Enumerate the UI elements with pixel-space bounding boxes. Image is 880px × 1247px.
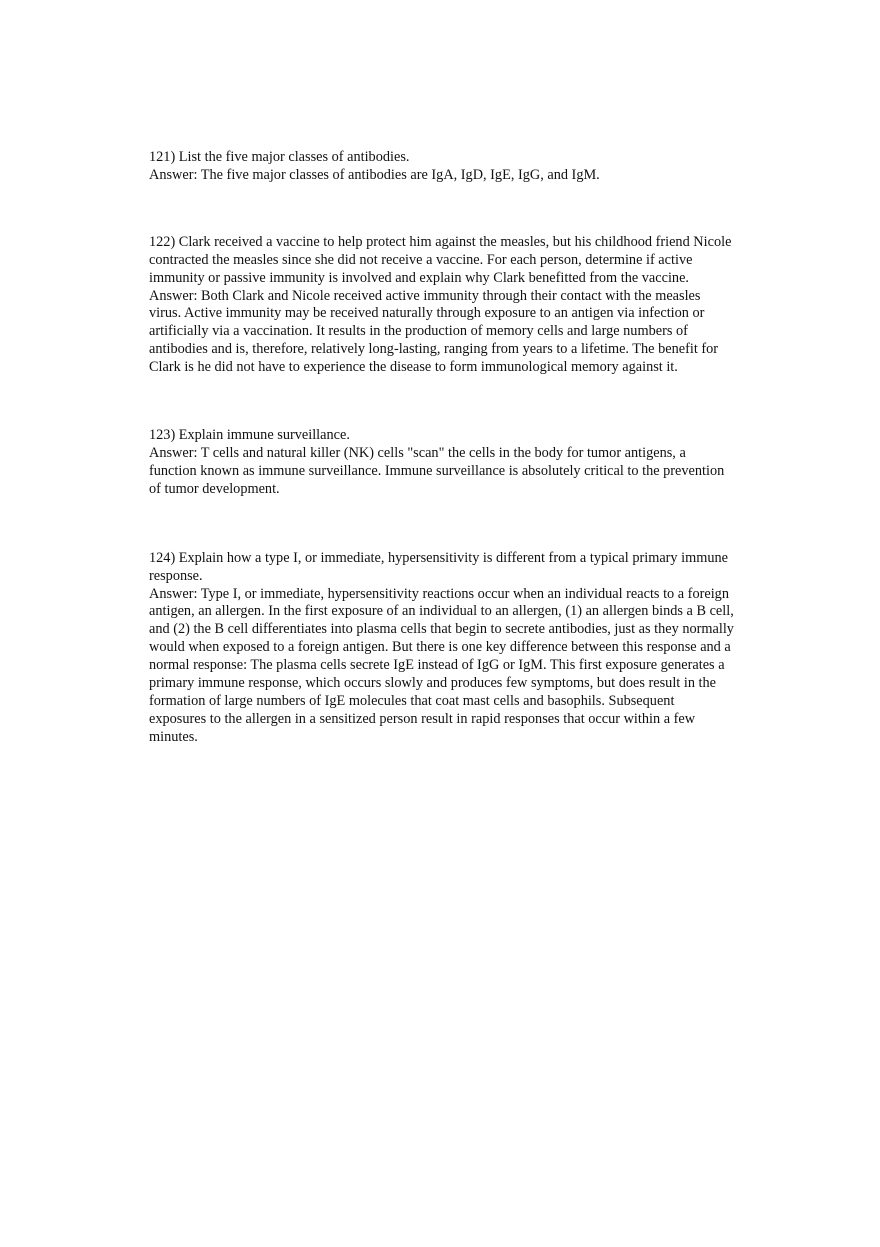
question-block-124 (149, 550, 734, 747)
answer-text: Answer: Both Clark and Nicole received active immunity through their contact with the measles virus. Active immunity may be received naturally through exposure to an antigen via infection or artificially via a vaccination. It results in the production of memory cells and large numbers of antibodies and is, therefore, relatively long-lasting, ranging from years to a lifetime. The benefit for Clark is he did not have to experience the disease to form immunological memory against it. (149, 287, 719, 376)
question-text: 124) Explain how a type I, or immediate, hypersensitivity is different from a typical primary immune response. (149, 549, 729, 584)
question-text: 123) Explain immune surveillance. (149, 427, 350, 444)
question-block-122 (149, 234, 734, 377)
question-text: 122) Clark received a vaccine to help protect him against the measles, but his childhood friend Nicole contracted the measles since she did not receive a vaccine. For each person, determine if active immunity or passive immunity is involved and explain why Clark benefitted from the vaccine. (149, 233, 732, 286)
answer-text: Answer: T cells and natural killer (NK) cells "scan" the cells in the body for tumor antigens, a function known as immune surveillance. Immune surveillance is absolutely critical to the prevention of tumor development. (149, 444, 725, 497)
answer-text: Answer: The five major classes of antibodies are IgA, IgD, IgE, IgG, and IgM. (149, 166, 600, 183)
question-text: 121) List the five major classes of antibodies. (149, 149, 410, 165)
question-block-123 (149, 427, 734, 499)
question-block-121 (149, 149, 734, 185)
answer-text: Answer: Type I, or immediate, hypersensitivity reactions occur when an individual reacts to a foreign antigen, an allergen. In the first exposure of an individual to an allergen, (1) an allergen binds a B cell, and (2) the B cell differentiates into plasma cells that begin to secrete antibodies, just as they normally would when exposed to a foreign antigen. But there is one key difference between this response and a normal response: The plasma cells secrete IgE instead of IgG or IgM. This first exposure generates a primary immune response, which occurs slowly and produces few symptoms, but does result in the formation of large numbers of IgE molecules that coat mast cells and basophils. Subsequent exposures to the allergen in a sensitized person result in rapid responses that occur within a few minutes. (149, 585, 734, 745)
question-list (149, 149, 734, 747)
